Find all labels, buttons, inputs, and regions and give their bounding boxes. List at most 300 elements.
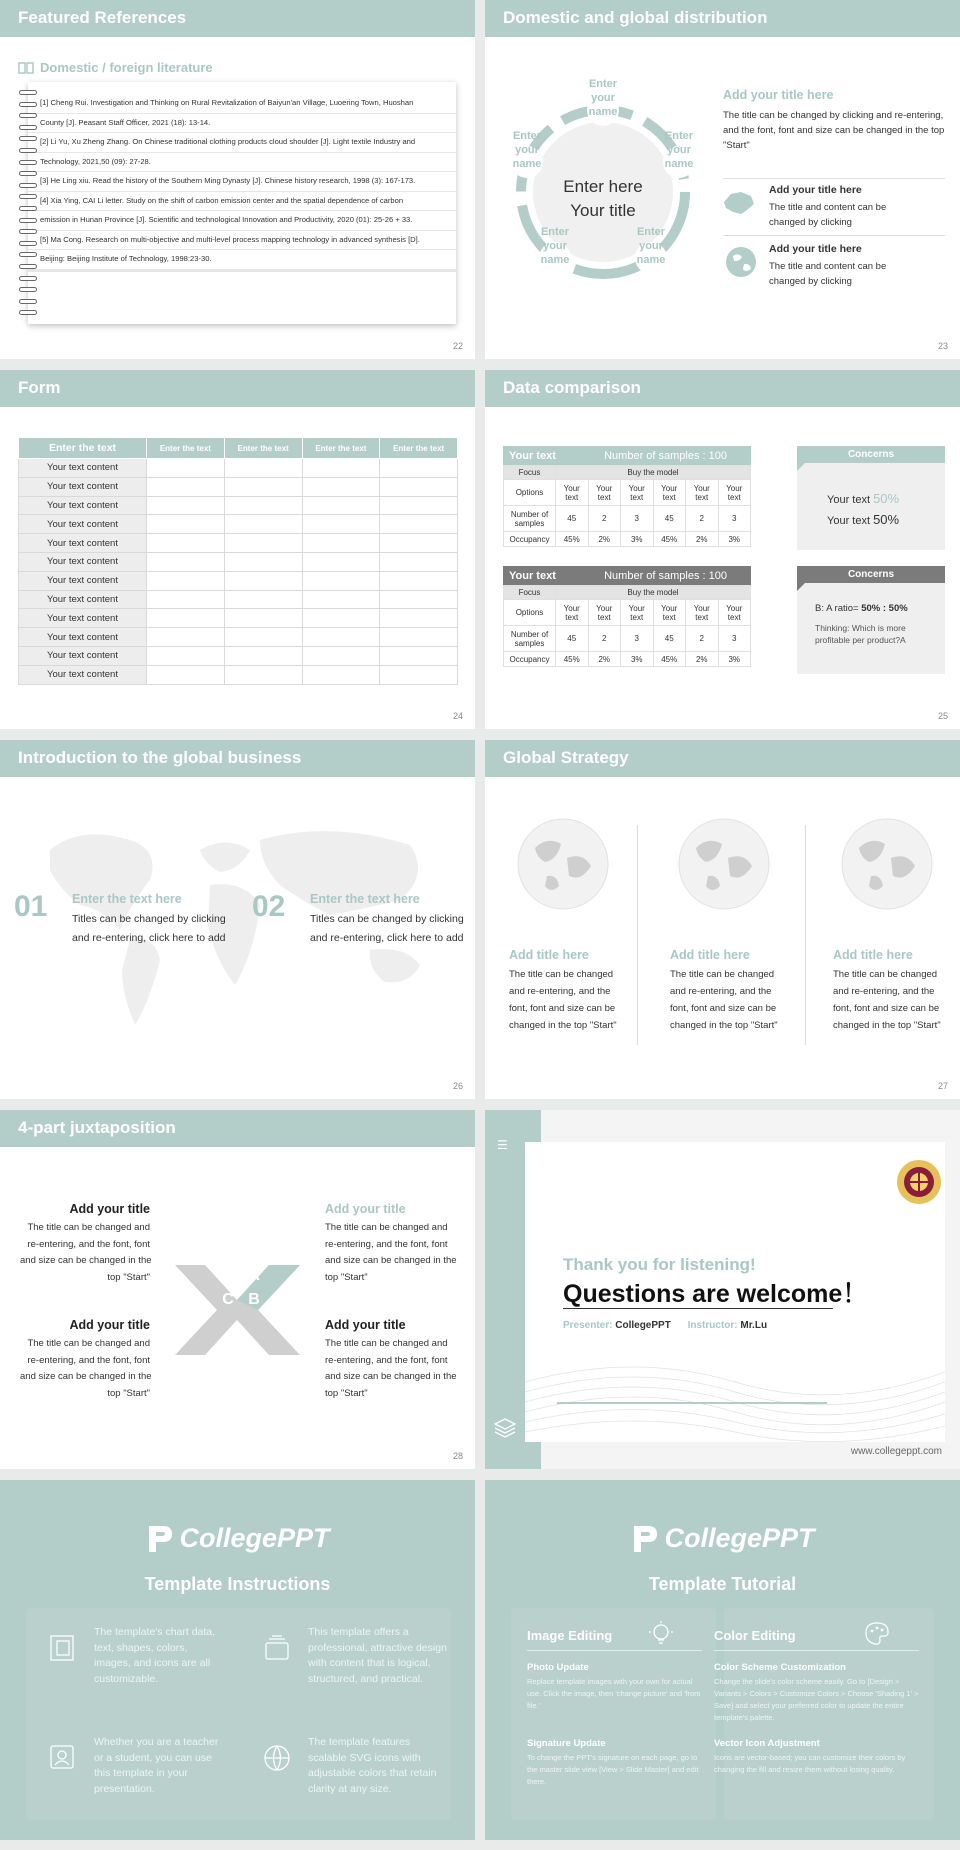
segment-name-word: name	[512, 158, 542, 170]
focus-cell: Focus	[504, 466, 556, 480]
option-cell	[653, 480, 686, 506]
occupancy-cell: 3%	[718, 532, 751, 547]
occupancy-cell: 3%	[718, 652, 751, 667]
occupancy-cell: 45%	[556, 532, 589, 547]
spiral-ring	[19, 160, 37, 165]
block-desc-line: top "Start"	[325, 1387, 368, 1399]
block-heading: Add your title	[325, 1202, 406, 1216]
segment-name-word: Enter	[512, 130, 542, 142]
samples-count: Number of samples : 100	[604, 449, 727, 462]
table-header: Enter the text	[147, 438, 225, 459]
table-cell[interactable]	[224, 628, 302, 647]
occupancy-cell: 3%	[621, 532, 654, 547]
column-heading: Add title here	[833, 948, 913, 962]
photo-update-desc: Replace template images with your own for actual use. Click the image, then 'change picture' and 'from file.'	[527, 1677, 701, 1710]
table-row	[504, 652, 751, 667]
collegeppt-logo-icon	[145, 1522, 175, 1554]
reference-line: [4] Xia Ying, CAI Li letter. Study on the shift of carbon emission center and the spatial dependence of carbon	[28, 192, 456, 212]
option-cell	[686, 600, 719, 626]
brand-logo	[485, 1522, 960, 1554]
block-desc-line: re-entering, and the font, font	[325, 1238, 448, 1250]
occupancy-label: Occupancy	[504, 652, 556, 667]
concerns-card-1	[797, 446, 945, 550]
table-cell[interactable]	[224, 496, 302, 515]
data-table-1	[503, 446, 751, 547]
table-cell[interactable]	[380, 665, 458, 684]
block-heading: Add your title	[325, 1318, 406, 1332]
center-line-1: Enter here	[563, 177, 643, 196]
segment-name-word: your	[639, 240, 663, 252]
slide-title: Form	[0, 370, 475, 407]
block-desc-line: The title can be changed and	[27, 1222, 150, 1233]
table-row	[19, 628, 458, 647]
table-cell[interactable]	[224, 459, 302, 478]
slide-27	[485, 740, 960, 1099]
table-cell[interactable]	[302, 459, 380, 478]
stack-icon	[262, 1633, 292, 1668]
slide-23	[485, 0, 960, 359]
reference-line: [1] Cheng Rui. Investigation and Thinking on Rural Revitalization of Baiyun'an Village, Luoering Town, Huoshan	[28, 94, 456, 114]
slide-title: Featured References	[0, 0, 475, 37]
segment-name-word: name	[588, 106, 618, 118]
page-number: 27	[937, 1081, 948, 1091]
globe-icon	[517, 818, 609, 915]
table-header: Enter the text	[302, 438, 380, 459]
table-cell[interactable]	[302, 534, 380, 553]
instruction-text: Whether you are a teacher or a student, you can use this template in your presentation.	[94, 1736, 219, 1795]
table-cell[interactable]	[147, 477, 225, 496]
table-cell[interactable]	[380, 552, 458, 571]
spiral-ring	[19, 287, 37, 292]
column-desc-line: and re-entering, and the	[670, 986, 772, 997]
table-cell-label: Your text content	[19, 496, 147, 515]
table-header: Enter the text	[380, 438, 458, 459]
block-desc-line: The title can be changed and	[27, 1338, 150, 1349]
table-cell[interactable]	[147, 552, 225, 571]
table-row	[504, 600, 751, 626]
option-cell	[621, 600, 654, 626]
spiral-ring	[19, 102, 37, 107]
occupancy-cell: 2%	[588, 652, 621, 667]
presenter-name: CollegePPT	[615, 1320, 671, 1331]
table-row	[19, 665, 458, 684]
website-url: www.collegeppt.com	[850, 1446, 942, 1457]
right-title: Add your title here	[723, 88, 834, 102]
table-cell[interactable]	[302, 477, 380, 496]
table-row	[19, 646, 458, 665]
spiral-ring	[19, 206, 37, 211]
table-row	[504, 586, 751, 600]
table-row	[19, 515, 458, 534]
spiral-ring	[19, 264, 37, 269]
table-row	[19, 609, 458, 628]
reference-line	[28, 271, 456, 272]
reference-line: Beijing: Beijing Institute of Technology, 1998:23-30.	[28, 250, 456, 270]
option-word: Your	[726, 603, 743, 613]
data-table-body	[503, 465, 751, 547]
column-desc-line: The title can be changed	[509, 969, 614, 980]
instructor-label: Instructor:	[687, 1320, 738, 1331]
option-word: text	[630, 492, 644, 502]
segment-name-word: name	[664, 158, 694, 170]
section-heading	[18, 60, 213, 75]
table-row	[19, 477, 458, 496]
data-table-header	[503, 446, 751, 465]
segment-name-word: your	[591, 92, 615, 104]
table-row	[19, 534, 458, 553]
item-2-desc: The title and content can be changed by clicking	[769, 261, 887, 287]
item-line: and re-entering, click here to add	[72, 932, 226, 944]
option-cell	[588, 600, 621, 626]
photo-update-head: Photo Update	[527, 1662, 589, 1673]
table-cell[interactable]	[224, 609, 302, 628]
table-cell[interactable]	[380, 646, 458, 665]
segment-name-word: name	[540, 254, 570, 266]
table-cell[interactable]	[302, 552, 380, 571]
spiral-ring	[19, 148, 37, 153]
concern-value-2: 50%	[873, 512, 900, 527]
page-number: 26	[452, 1081, 463, 1091]
option-word: Your	[596, 483, 613, 493]
table-cell[interactable]	[147, 665, 225, 684]
quadrant-letter: B	[248, 1291, 260, 1308]
slide-28	[0, 1110, 475, 1469]
option-word: Your	[661, 603, 678, 613]
brand-name: CollegePPT	[179, 1522, 330, 1553]
item-1-desc: The title and content can be changed by clicking	[769, 202, 887, 228]
option-word: Your	[563, 483, 580, 493]
item-line: Titles can be changed by clicking	[310, 913, 464, 925]
slide-title: 4-part juxtaposition	[0, 1110, 475, 1147]
table-cell[interactable]	[147, 496, 225, 515]
china-map-icon	[721, 188, 757, 223]
ratio-value: 50% : 50%	[861, 603, 908, 614]
table-cell[interactable]	[380, 628, 458, 647]
spiral-ring	[19, 136, 37, 141]
spiral-ring	[19, 299, 37, 304]
occupancy-cell: 45%	[653, 652, 686, 667]
number-label: Number of samples	[504, 626, 556, 652]
table-cell-label: Your text content	[19, 477, 147, 496]
block-desc-line: and size can be changed in the	[20, 1371, 152, 1382]
column-desc-line: and re-entering, and the	[509, 986, 611, 997]
block-desc-line: and size can be changed in the	[325, 1371, 457, 1382]
collegeppt-logo-icon	[630, 1522, 660, 1554]
table-label: Your text	[509, 569, 556, 582]
concern-label-2: Your text	[827, 515, 871, 527]
reference-line: emission in Hunan Province [J]. Scientific and technological Innovation and Productivity, 2020 (01): 25-26 + 33.	[28, 211, 456, 231]
table-cell[interactable]	[302, 628, 380, 647]
block-desc-line: top "Start"	[107, 1387, 150, 1399]
option-cell	[556, 600, 589, 626]
segment-name	[505, 129, 549, 171]
table-cell[interactable]	[147, 534, 225, 553]
number-cell: 2	[588, 506, 621, 532]
number-cell: 2	[588, 626, 621, 652]
segment-name-word: your	[667, 144, 691, 156]
option-cell	[556, 480, 589, 506]
spiral-ring	[19, 183, 37, 188]
option-word: Your	[628, 603, 645, 613]
item-heading: Enter the text here	[310, 892, 420, 906]
table-cell[interactable]	[224, 552, 302, 571]
samples-count: Number of samples : 100	[604, 569, 727, 582]
segment-name-word: your	[515, 144, 539, 156]
table-cell[interactable]	[380, 477, 458, 496]
slide-title: Domestic and global distribution	[485, 0, 960, 37]
item-line: and re-entering, click here to add	[310, 932, 464, 944]
table-cell[interactable]	[302, 590, 380, 609]
option-word: text	[662, 492, 676, 502]
occupancy-cell: 2%	[686, 532, 719, 547]
data-table-body	[503, 585, 751, 667]
column-desc-line: changed in the top "Start"	[509, 1020, 617, 1031]
college-emblem	[895, 1158, 943, 1206]
slide-title: Global Strategy	[485, 740, 960, 777]
page-number: 25	[937, 711, 948, 721]
globe-icon	[678, 818, 770, 915]
table-cell[interactable]	[147, 628, 225, 647]
table-cell-label: Your text content	[19, 646, 147, 665]
center-line-2: Your title	[570, 201, 636, 220]
option-word: text	[695, 612, 709, 622]
block-desc-line: re-entering, and the font, font	[27, 1354, 150, 1366]
item-2-title: Add your title here	[769, 243, 862, 255]
focus-cell: Focus	[504, 586, 556, 600]
section-title: Template Tutorial	[648, 1574, 797, 1594]
occupancy-cell: 45%	[556, 652, 589, 667]
option-word: text	[565, 492, 579, 502]
number-cell: 45	[653, 626, 686, 652]
occupancy-cell: 2%	[686, 652, 719, 667]
color-scheme-head: Color Scheme Customization	[714, 1662, 846, 1673]
number-cell: 3	[718, 626, 751, 652]
table-cell[interactable]	[224, 515, 302, 534]
color-editing-head: Color Editing	[714, 1628, 796, 1643]
option-word: Your	[628, 483, 645, 493]
data-table-2	[503, 566, 751, 667]
thanks-text: Thank you for listening!	[563, 1255, 756, 1274]
signature-update-head: Signature Update	[527, 1738, 606, 1749]
table-cell[interactable]	[302, 665, 380, 684]
segment-name-word: Enter	[588, 78, 618, 90]
table-cell-label: Your text content	[19, 590, 147, 609]
table-cell[interactable]	[224, 646, 302, 665]
table-cell[interactable]	[147, 459, 225, 478]
instruction-text: The template features scalable SVG icons with adjustable colors that retain clarity at any size.	[308, 1736, 437, 1795]
signature-update-desc: To change the PPT's signature on each page, go to the master slide view [View > Slide Master] and edit there.	[527, 1753, 699, 1786]
option-word: text	[662, 612, 676, 622]
option-word: text	[597, 612, 611, 622]
column-desc-line: The title can be changed	[670, 969, 775, 980]
table-cell[interactable]	[224, 477, 302, 496]
option-cell	[621, 480, 654, 506]
table-cell[interactable]	[224, 665, 302, 684]
brand-logo	[0, 1522, 475, 1554]
spiral-ring	[19, 276, 37, 281]
table-cell[interactable]	[380, 571, 458, 590]
column-desc-line: font, font and size can be	[670, 1003, 777, 1014]
segment-name	[629, 225, 673, 267]
segment-name-word: name	[636, 254, 666, 266]
block-desc-line: top "Start"	[325, 1271, 368, 1283]
option-word: text	[695, 492, 709, 502]
item-number: 01	[14, 890, 48, 923]
book-icon	[18, 62, 34, 74]
credits	[563, 1320, 767, 1331]
option-word: text	[630, 612, 644, 622]
wave-mesh	[525, 1342, 945, 1442]
slide-24	[0, 370, 475, 729]
presenter-label: Presenter:	[563, 1320, 613, 1331]
option-cell	[653, 600, 686, 626]
block-desc-line: re-entering, and the font, font	[325, 1354, 448, 1366]
table-cell[interactable]	[380, 590, 458, 609]
table-cell[interactable]	[380, 609, 458, 628]
number-cell: 45	[556, 506, 589, 532]
number-cell: 3	[621, 626, 654, 652]
spiral-ring	[19, 113, 37, 118]
item-number: 02	[252, 890, 286, 923]
table-cell[interactable]	[302, 646, 380, 665]
slide-30	[0, 1480, 475, 1840]
occupancy-cell: 45%	[653, 532, 686, 547]
spiral-ring	[19, 310, 37, 315]
option-word: text	[727, 492, 741, 502]
image-editing-head: Image Editing	[527, 1628, 613, 1643]
right-desc: The title can be changed by clicking and re-entering, and the font, font and size can be changed in the top "Start"	[723, 110, 945, 151]
table-row	[504, 532, 751, 547]
segment-name-word: Enter	[664, 130, 694, 142]
table-cell-label: Your text content	[19, 515, 147, 534]
option-word: Your	[661, 483, 678, 493]
table-cell[interactable]	[147, 571, 225, 590]
option-word: Your	[693, 603, 710, 613]
table-cell-label: Your text content	[19, 534, 147, 553]
table-cell[interactable]	[147, 515, 225, 534]
item-1-title: Add your title here	[769, 184, 862, 196]
table-row	[19, 590, 458, 609]
instruction-text: The template's chart data, text, shapes, colors, images, and icons are all customizable.	[94, 1626, 216, 1685]
spiral-ring	[19, 241, 37, 246]
table-cell[interactable]	[380, 515, 458, 534]
table-cell-label: Your text content	[19, 609, 147, 628]
table-row	[19, 459, 458, 478]
column-desc-line: and re-entering, and the	[833, 986, 935, 997]
buy-model-cell: Buy the model	[556, 586, 751, 600]
occupancy-label: Occupancy	[504, 532, 556, 547]
menu-icon: ☰	[497, 1138, 508, 1152]
spiral-ring	[19, 171, 37, 176]
document-icon	[48, 1633, 78, 1668]
table-row	[504, 480, 751, 506]
table-cell[interactable]	[380, 496, 458, 515]
number-cell: 2	[686, 506, 719, 532]
column-heading: Add title here	[670, 948, 750, 962]
slide-26	[0, 740, 475, 1099]
block-desc-line: The title can be changed and	[325, 1338, 448, 1349]
vector-icon-head: Vector Icon Adjustment	[714, 1738, 820, 1749]
questions-text: Questions are welcome！	[563, 1280, 868, 1308]
block-desc-line: and size can be changed in the	[325, 1255, 457, 1266]
option-word: Your	[693, 483, 710, 493]
segment-name	[581, 77, 625, 119]
spiral-ring	[19, 229, 37, 234]
option-cell	[686, 480, 719, 506]
lightbulb-icon	[647, 1620, 675, 1648]
slide-25	[485, 370, 960, 729]
reference-line: County [J]. Peasant Staff Officer, 2021 (18): 13-14.	[28, 114, 456, 134]
table-cell-label: Your text content	[19, 628, 147, 647]
spiral-ring	[19, 218, 37, 223]
column-heading: Add title here	[509, 948, 589, 962]
thinking-text: Thinking: Which is more profitable per product?A	[815, 623, 906, 645]
table-cell[interactable]	[302, 515, 380, 534]
table-header: Enter the text	[19, 438, 147, 459]
table-cell[interactable]	[380, 459, 458, 478]
quadrant-letter: D	[222, 1267, 234, 1284]
slide-29	[485, 1110, 960, 1469]
table-row	[504, 466, 751, 480]
option-word: text	[727, 612, 741, 622]
column-desc-line: changed in the top "Start"	[833, 1020, 941, 1031]
table-cell-label: Your text content	[19, 552, 147, 571]
spiral-ring	[19, 125, 37, 130]
reference-line: [3] He Ling xiu. Read the history of the Southern Ming Dynasty [J]. Chinese history research, 1998 (3): 167-173.	[28, 172, 456, 192]
option-cell	[588, 480, 621, 506]
table-cell[interactable]	[147, 646, 225, 665]
item-line: Titles can be changed by clicking	[72, 913, 226, 925]
user-card-icon	[48, 1743, 78, 1778]
column-desc-line: changed in the top "Start"	[670, 1020, 778, 1031]
table-cell[interactable]	[224, 534, 302, 553]
instructor-name: Mr.Lu	[740, 1320, 768, 1331]
page-number: 22	[452, 341, 463, 351]
segment-name-word: Enter	[540, 226, 570, 238]
option-cell	[718, 480, 751, 506]
page-number: 28	[452, 1451, 463, 1461]
data-table-header	[503, 566, 751, 585]
number-cell: 2	[686, 626, 719, 652]
color-scheme-desc: Change the slide's color scheme easily. Go to [Design > Variants > Colors > Customize Colors > Choose 'Shading 1' > Save] and select your preferred color to update the entire template's palette.	[714, 1677, 919, 1722]
table-cell[interactable]	[302, 496, 380, 515]
table-header: Enter the text	[224, 438, 302, 459]
table-cell[interactable]	[302, 571, 380, 590]
number-cell: 3	[621, 506, 654, 532]
buy-model-cell: Buy the model	[556, 466, 751, 480]
table-row	[19, 552, 458, 571]
table-cell[interactable]	[224, 571, 302, 590]
column-desc-line: font, font and size can be	[509, 1003, 616, 1014]
table-cell[interactable]	[224, 590, 302, 609]
slide-31	[485, 1480, 960, 1840]
block-desc-line: The title can be changed and	[325, 1222, 448, 1233]
table-cell[interactable]	[147, 590, 225, 609]
reference-line: Technology, 2021,50 (09): 27-28.	[28, 153, 456, 173]
options-cell: Options	[504, 600, 556, 626]
slide-title: Data comparison	[485, 370, 960, 407]
option-cell	[718, 600, 751, 626]
table-cell[interactable]	[302, 609, 380, 628]
vector-icon-desc: Icons are vector-based; you can customize their colors by changing the fill and resize them without losing quality.	[714, 1753, 906, 1774]
slide-title: Introduction to the global business	[0, 740, 475, 777]
table-cell[interactable]	[147, 609, 225, 628]
number-cell: 45	[653, 506, 686, 532]
table-cell[interactable]	[380, 534, 458, 553]
number-label: Number of samples	[504, 506, 556, 532]
block-desc-line: re-entering, and the font, font	[27, 1238, 150, 1250]
form-table	[18, 437, 458, 685]
